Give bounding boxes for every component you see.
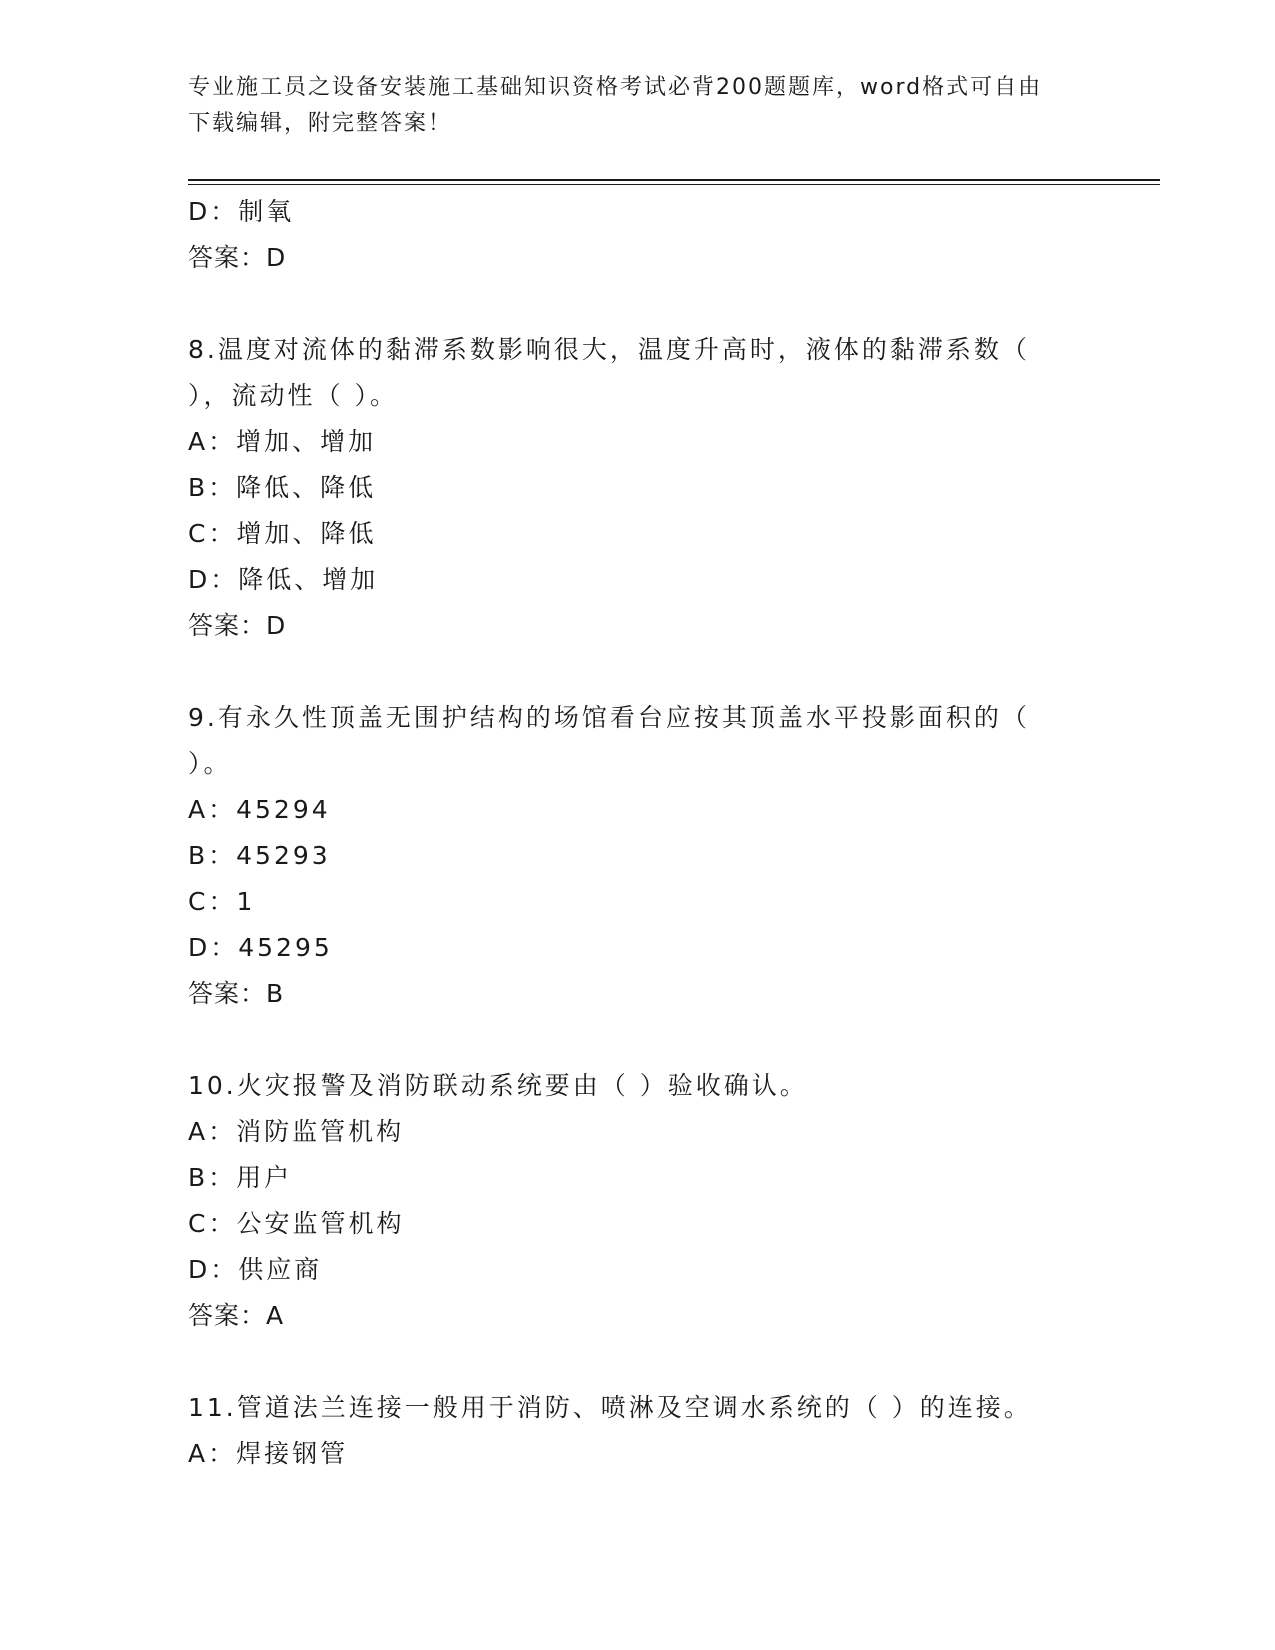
question-list — [188, 189, 1068, 1477]
option-a: A：45294 — [188, 795, 331, 824]
answer-line: 答案：D — [188, 243, 287, 272]
option-c: C：增加、降低 — [188, 519, 377, 548]
answer-line: 答案：B — [188, 979, 285, 1008]
question-text-line-2: ）。 — [188, 749, 232, 778]
question-text-line-1: 10.火灾报警及消防联动系统要由（ ）验收确认。 — [188, 1071, 808, 1100]
question-block-8 — [188, 327, 1068, 649]
question-block-7-tail — [188, 189, 1068, 281]
header-divider-thin — [188, 184, 1160, 185]
question-block-10 — [188, 1063, 1068, 1339]
spacer — [188, 281, 1068, 327]
option-c: C：1 — [188, 887, 256, 916]
question-text-line-2: ），流动性（ ）。 — [188, 381, 398, 410]
question-block-9 — [188, 695, 1068, 1017]
header-line-1: 专业施工员之设备安装施工基础知识资格考试必背200题题库，word格式可自由 — [188, 75, 1043, 100]
header-divider-thick — [188, 179, 1160, 181]
option-d: D：制氧 — [188, 197, 295, 226]
answer-line: 答案：A — [188, 1301, 285, 1330]
option-a: A：焊接钢管 — [188, 1439, 349, 1468]
option-b: B：45293 — [188, 841, 331, 870]
spacer — [188, 1017, 1068, 1063]
spacer — [188, 1339, 1068, 1385]
option-d: D：45295 — [188, 933, 333, 962]
option-b: B：降低、降低 — [188, 473, 377, 502]
question-text-line-1: 11.管道法兰连接一般用于消防、喷淋及空调水系统的（ ）的连接。 — [188, 1393, 1032, 1422]
option-d: D：降低、增加 — [188, 565, 379, 594]
question-text-line-1: 8.温度对流体的黏滞系数影响很大，温度升高时，液体的黏滞系数（ — [188, 335, 1030, 364]
question-text-line-1: 9.有永久性顶盖无围护结构的场馆看台应按其顶盖水平投影面积的（ — [188, 703, 1030, 732]
option-a: A：消防监管机构 — [188, 1117, 405, 1146]
option-c: C：公安监管机构 — [188, 1209, 405, 1238]
spacer — [188, 649, 1068, 695]
header-line-2: 下载编辑，附完整答案！ — [188, 111, 453, 136]
document-header — [188, 70, 1068, 142]
option-d: D：供应商 — [188, 1255, 323, 1284]
answer-line: 答案：D — [188, 611, 287, 640]
option-a: A：增加、增加 — [188, 427, 377, 456]
question-block-11 — [188, 1385, 1068, 1477]
option-b: B：用户 — [188, 1163, 293, 1192]
